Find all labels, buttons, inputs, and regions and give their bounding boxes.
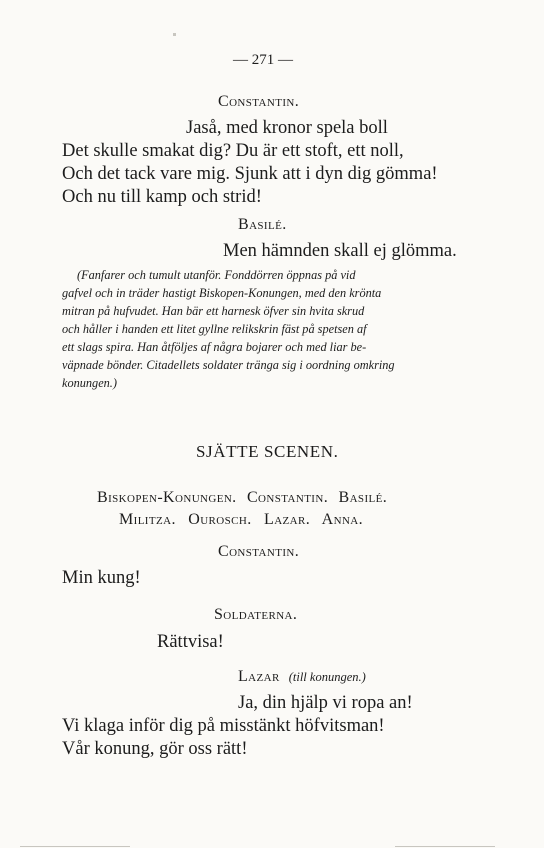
stage-direction-line: gafvel och in träder hastigt Biskopen-Konungen, med den krönta	[62, 286, 382, 300]
page-edge-mark	[395, 846, 495, 847]
verse-line: Min kung!	[62, 568, 141, 588]
stage-direction-line: och håller i handen ett litet gyllne relikskrin fäst på spetsen af	[62, 322, 367, 336]
verse-line: Ja, din hjälp vi ropa an!	[238, 693, 413, 713]
verse-line: Och nu till kamp och strid!	[62, 187, 262, 207]
cast-list: Militza. Ourosch. Lazar. Anna.	[119, 511, 364, 528]
page-number: — 271 —	[233, 52, 293, 68]
page-edge-mark	[20, 846, 130, 847]
speaker-soldaterna: Soldaterna.	[214, 606, 298, 623]
stage-direction-line: konungen.)	[62, 376, 117, 390]
verse-line: Det skulle smakat dig? Du är ett stoft, ett noll,	[62, 141, 404, 161]
verse-line: Rättvisa!	[157, 632, 224, 652]
speaker-basile: Basilé.	[238, 216, 287, 233]
cast-list: Biskopen-Konungen. Constantin. Basilé.	[97, 489, 388, 506]
dust-speck	[173, 33, 176, 36]
scene-title: SJÄTTE SCENEN.	[196, 442, 339, 461]
verse-line: Vi klaga inför dig på misstänkt höfvitsman!	[62, 716, 385, 736]
stage-direction-line: (Fanfarer och tumult utanför. Fonddörren öppnas på vid	[77, 268, 356, 282]
stage-direction-line: väpnade bönder. Citadellets soldater tränga sig i oordning omkring	[62, 358, 395, 372]
speaker-lazar: Lazar	[238, 668, 280, 685]
speaker-constantin: Constantin.	[218, 93, 300, 110]
stage-direction-line: ett slags spira. Han åtföljes af några bojarer och med liar be-	[62, 340, 367, 354]
verse-line: Men hämnden skall ej glömma.	[223, 241, 457, 261]
verse-line: Jaså, med kronor spela boll	[186, 118, 388, 138]
stage-direction-line: mitran på hufvudet. Han bär ett harnesk öfver sin hvita skrud	[62, 304, 365, 318]
verse-line: Och det tack vare mig. Sjunk att i dyn dig gömma!	[62, 164, 438, 184]
speaker-constantin: Constantin.	[218, 543, 300, 560]
stage-aside: (till konungen.)	[288, 670, 366, 684]
speaker-lazar-line	[238, 668, 366, 686]
verse-line: Vår konung, gör oss rätt!	[62, 739, 248, 759]
